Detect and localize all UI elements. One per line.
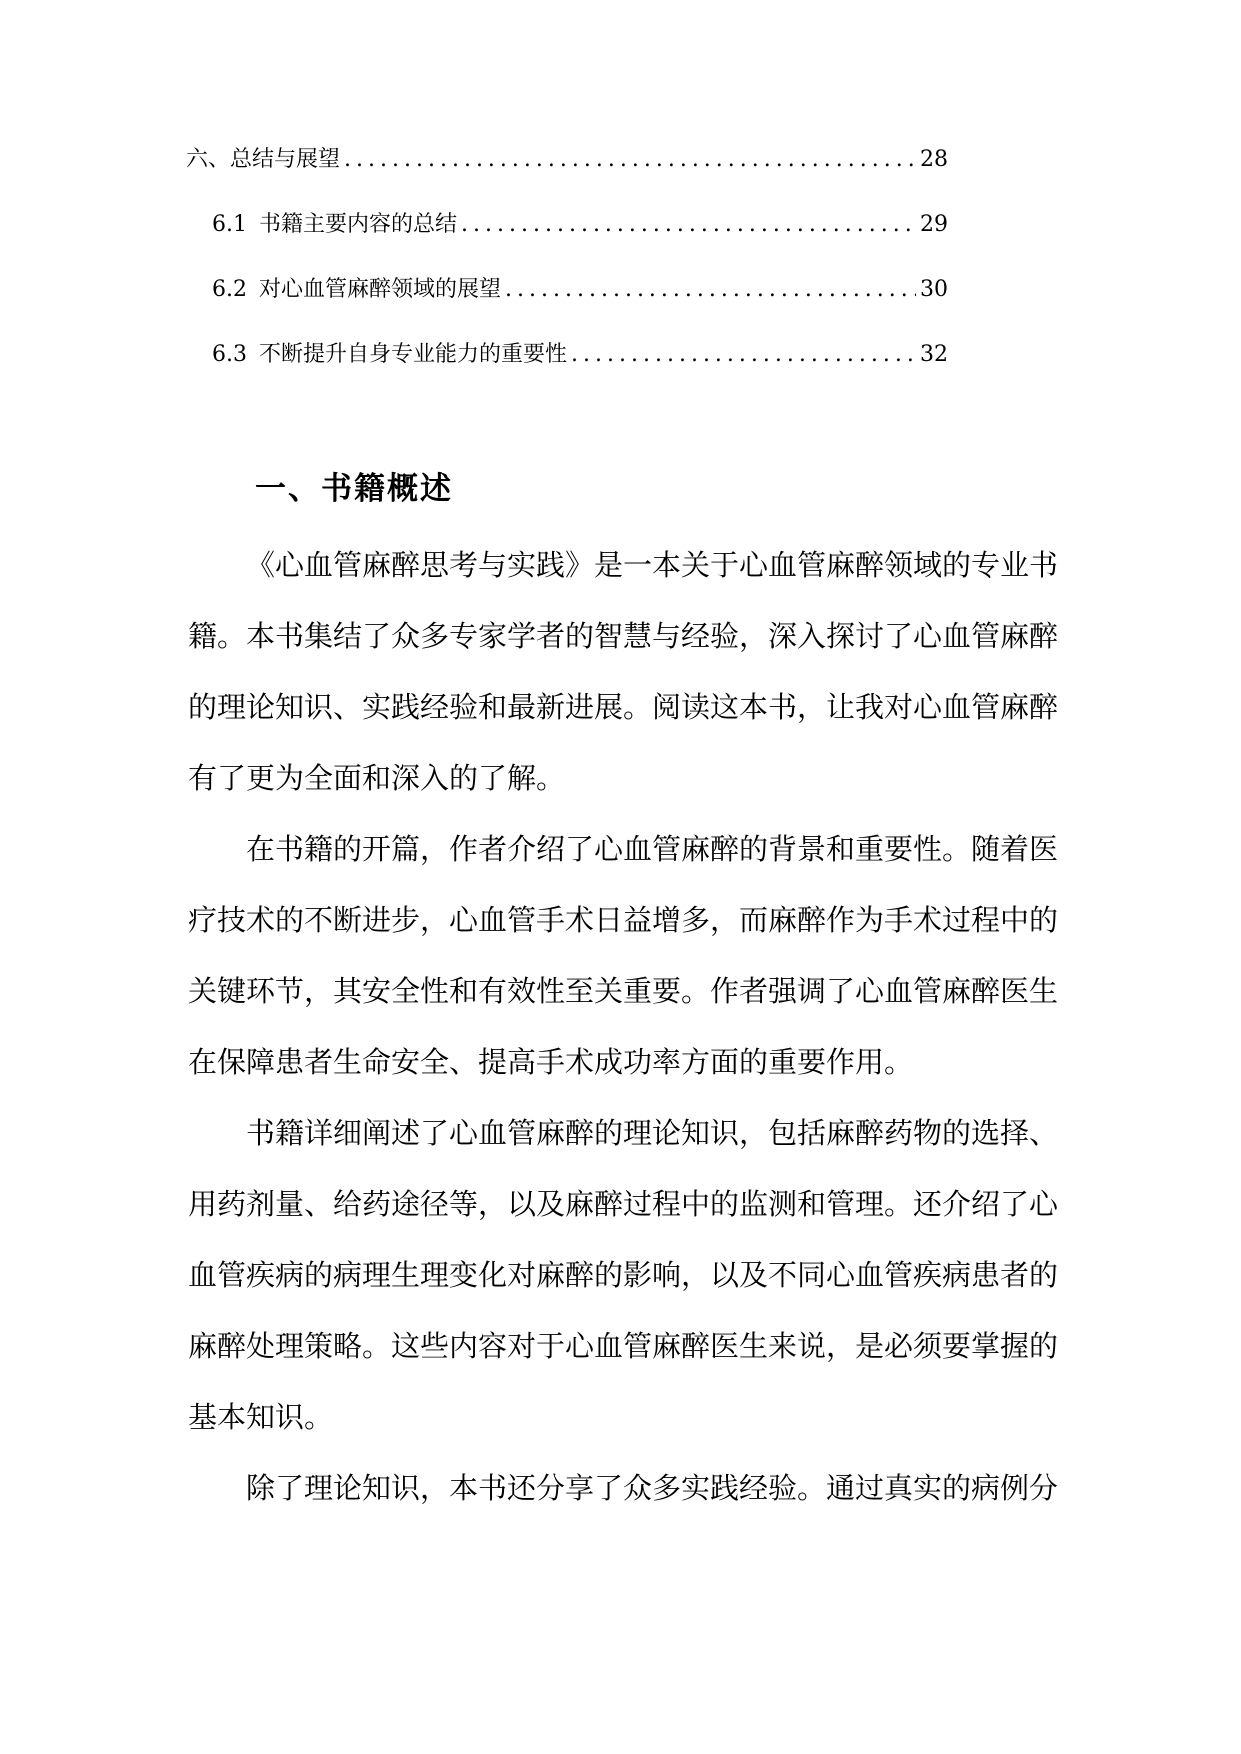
table-of-contents	[186, 145, 948, 405]
section-body	[188, 530, 1058, 1524]
toc-entry-page: 28	[920, 147, 948, 172]
toc-entry-page: 29	[920, 212, 948, 237]
toc-entry-title: 六、总结与展望	[186, 147, 341, 172]
toc-entry-title: 书籍主要内容的总结	[259, 212, 458, 237]
toc-entry-title: 不断提升自身专业能力的重要性	[259, 342, 568, 367]
toc-dot-leader	[344, 145, 916, 175]
toc-entry-title: 对心血管麻醉领域的展望	[259, 277, 502, 302]
toc-entry-number: 6.3	[212, 342, 247, 367]
body-paragraph: 在书籍的开篇，作者介绍了心血管麻醉的背景和重要性。随着医疗技术的不断进步，心血管手术日益增多，而麻醉作为手术过程中的关键环节，其安全性和有效性至关重要。作者强调了心血管麻醉医生在保障患者生命安全、提高手术成功率方面的重要作用。	[188, 832, 1059, 1079]
toc-entry-number: 6.1	[212, 212, 247, 237]
toc-entry-page: 30	[920, 277, 948, 302]
toc-entry-6-2[interactable]	[186, 275, 948, 340]
toc-entry-number: 6.2	[212, 277, 247, 302]
toc-entry-chapter-6[interactable]	[186, 145, 948, 210]
section-heading: 一、书籍概述	[255, 470, 453, 507]
toc-entry-6-1[interactable]	[186, 210, 948, 275]
toc-dot-leader	[461, 210, 916, 240]
toc-dot-leader	[571, 340, 916, 370]
body-paragraph: 书籍详细阐述了心血管麻醉的理论知识，包括麻醉药物的选择、用药剂量、给药途径等，以及麻醉过程中的监测和管理。还介绍了心血管疾病的病理生理变化对麻醉的影响，以及不同心血管疾病患者的麻醉处理策略。这些内容对于心血管麻醉医生来说，是必须要掌握的基本知识。	[188, 1116, 1059, 1434]
toc-entry-6-3[interactable]	[186, 340, 948, 405]
body-paragraph: 除了理论知识，本书还分享了众多实践经验。通过真实的病例分	[246, 1471, 1059, 1505]
body-paragraph: 《心血管麻醉思考与实践》是一本关于心血管麻醉领域的专业书籍。本书集结了众多专家学者的智慧与经验，深入探讨了心血管麻醉的理论知识、实践经验和最新进展。阅读这本书，让我对心血管麻醉有了更为全面和深入的了解。	[188, 548, 1059, 795]
toc-dot-leader	[505, 275, 916, 305]
toc-entry-page: 32	[920, 342, 948, 367]
